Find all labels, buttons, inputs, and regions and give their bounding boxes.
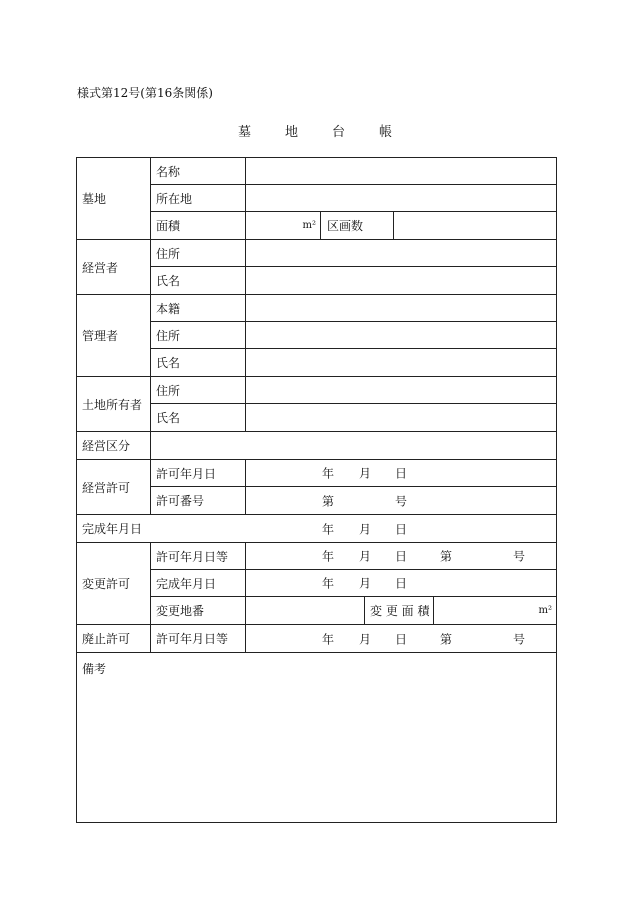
operator-name-label: 氏名 xyxy=(151,267,246,294)
form-number: 様式第12号(第16条関係) xyxy=(77,86,213,100)
go-label: 号 xyxy=(513,632,526,646)
cemetery-name-label: 名称 xyxy=(151,158,246,184)
manager-domicile-label: 本籍 xyxy=(151,295,246,321)
manager-label: 管理者 xyxy=(77,295,151,376)
year-label: 年 xyxy=(322,632,335,646)
day-label: 日 xyxy=(395,522,408,536)
operation-permit-label: 経営許可 xyxy=(77,460,151,514)
operation-type-section xyxy=(77,432,556,460)
landowner-name-field[interactable] xyxy=(246,404,556,431)
title-char: 台 xyxy=(332,125,346,140)
manager-name-label: 氏名 xyxy=(151,349,246,376)
plot-count-field[interactable] xyxy=(394,212,556,239)
changed-area-label: 変 更 面 積 xyxy=(365,597,434,624)
day-label: 日 xyxy=(395,549,408,564)
plot-count-label: 区画数 xyxy=(321,212,394,239)
change-permit-date-label: 許可年月日等 xyxy=(151,543,246,569)
cemetery-label: 墓地 xyxy=(77,158,151,239)
month-label: 月 xyxy=(359,632,372,646)
abolition-permit-section xyxy=(77,625,556,653)
permit-number-field[interactable] xyxy=(246,487,556,514)
manager-address-field[interactable] xyxy=(246,322,556,348)
landowner-section xyxy=(77,377,556,432)
cemetery-location-label: 所在地 xyxy=(151,185,246,211)
completion-label: 完成年月日 xyxy=(82,522,143,536)
change-completion-date-field[interactable] xyxy=(246,570,556,596)
manager-section xyxy=(77,295,556,377)
operator-address-label: 住所 xyxy=(151,240,246,266)
abolition-permit-label: 廃止許可 xyxy=(77,625,151,652)
operator-address-field[interactable] xyxy=(246,240,556,266)
manager-name-field[interactable] xyxy=(246,349,556,376)
remarks-section[interactable] xyxy=(77,653,556,822)
permit-date-field[interactable] xyxy=(246,460,556,486)
cemetery-area-label: 面積 xyxy=(151,212,246,239)
operator-section xyxy=(77,240,556,295)
year-label: 年 xyxy=(322,549,335,564)
manager-address-label: 住所 xyxy=(151,322,246,348)
month-label: 月 xyxy=(359,549,372,564)
day-label: 日 xyxy=(395,466,408,481)
landowner-address-field[interactable] xyxy=(246,377,556,403)
cemetery-ledger-table xyxy=(76,157,557,823)
changed-lot-field[interactable] xyxy=(246,597,365,624)
changed-area-field[interactable] xyxy=(434,597,556,624)
cemetery-area-field[interactable] xyxy=(246,212,321,239)
manager-domicile-field[interactable] xyxy=(246,295,556,321)
year-label: 年 xyxy=(322,466,335,481)
dai-label: 第 xyxy=(322,494,335,508)
day-label: 日 xyxy=(395,576,408,591)
operator-label: 経営者 xyxy=(77,240,151,294)
landowner-name-label: 氏名 xyxy=(151,404,246,431)
year-label: 年 xyxy=(322,576,335,591)
change-completion-date-label: 完成年月日 xyxy=(151,570,246,596)
dai-label: 第 xyxy=(440,549,453,564)
month-label: 月 xyxy=(359,522,372,536)
title-char: 墓 xyxy=(237,125,251,140)
title-char: 地 xyxy=(284,125,298,140)
title-char: 帳 xyxy=(379,125,393,140)
landowner-label: 土地所有者 xyxy=(77,377,151,431)
completion-section xyxy=(77,515,556,543)
day-label: 日 xyxy=(395,632,408,646)
permit-number-label: 許可番号 xyxy=(151,487,246,514)
landowner-address-label: 住所 xyxy=(151,377,246,403)
go-label: 号 xyxy=(513,549,526,564)
remarks-label: 備考 xyxy=(82,662,107,676)
dai-label: 第 xyxy=(440,632,453,646)
completion-date-field[interactable] xyxy=(151,515,556,542)
changed-lot-label: 変更地番 xyxy=(151,597,246,624)
change-permit-label: 変更許可 xyxy=(77,543,151,624)
area-unit: m² xyxy=(538,605,552,616)
operation-type-field[interactable] xyxy=(151,432,556,459)
month-label: 月 xyxy=(359,466,372,481)
operator-name-field[interactable] xyxy=(246,267,556,294)
go-label: 号 xyxy=(395,494,408,508)
month-label: 月 xyxy=(359,576,372,591)
operation-type-label: 経営区分 xyxy=(77,432,151,459)
permit-date-label: 許可年月日 xyxy=(151,460,246,486)
operation-permit-section xyxy=(77,460,556,515)
cemetery-location-field[interactable] xyxy=(246,185,556,211)
cemetery-section xyxy=(77,158,556,240)
change-permit-section xyxy=(77,543,556,625)
page-title xyxy=(0,121,630,140)
area-unit: m² xyxy=(302,220,316,231)
change-permit-date-field[interactable] xyxy=(246,543,556,569)
abolition-date-field[interactable] xyxy=(246,625,556,652)
year-label: 年 xyxy=(322,522,335,536)
cemetery-name-field[interactable] xyxy=(246,158,556,184)
abolition-date-label: 許可年月日等 xyxy=(151,625,246,652)
